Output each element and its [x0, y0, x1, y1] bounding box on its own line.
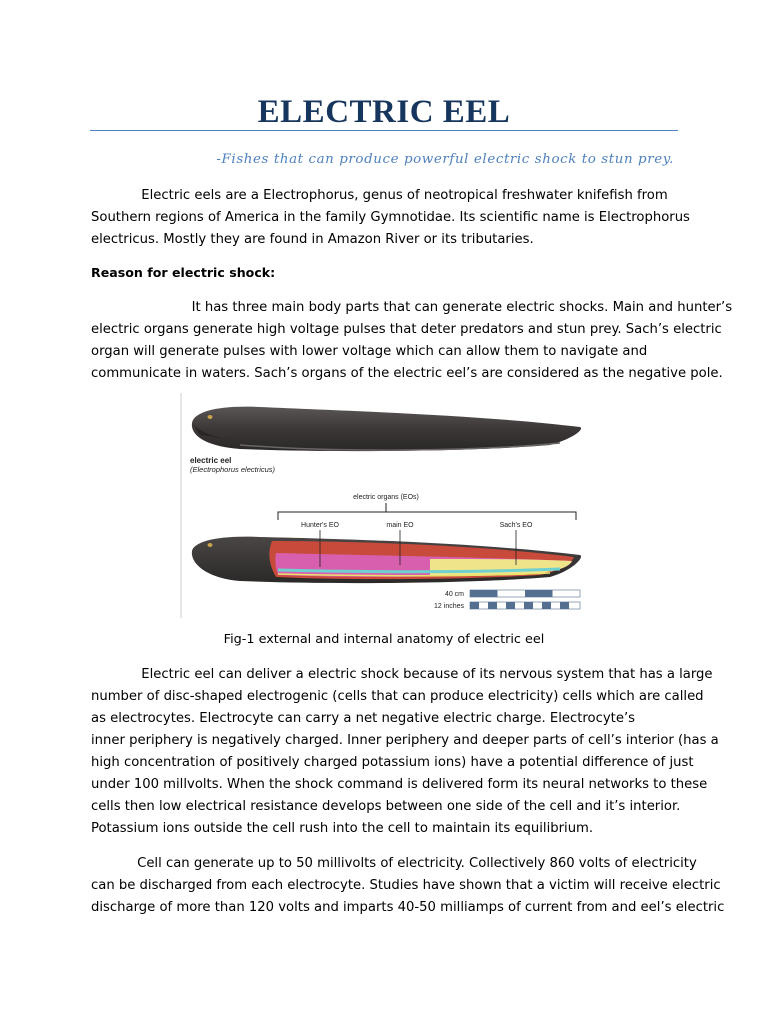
scale-bar-in: [470, 602, 580, 609]
body1-line: number of disc-shaped electrogenic (cells that can produce electricity) cells which are called: [91, 689, 704, 704]
eel-internal: [192, 537, 581, 583]
eel-eye: [208, 415, 213, 419]
scale-in-label: 12 inches: [434, 603, 464, 610]
reason-line: organ will generate pulses with lower voltage which can allow them to navigate and: [91, 344, 648, 359]
label-species: electric eel: [190, 456, 232, 465]
label-sachs-eo: Sach's EO: [499, 522, 533, 529]
body1-line: high concentration of positively charged potassium ions) have a potential difference of just: [91, 755, 694, 770]
body2-line: Cell can generate up to 50 millivolts of electricity. Collectively 860 volts of electricity: [91, 856, 697, 871]
body1-line: Potassium ions outside the cell rush into the cell to maintain its equilibrium.: [91, 821, 594, 836]
eel-anatomy-figure: [180, 393, 590, 618]
body2-line: can be discharged from each electrocyte. Studies have shown that a victim will receive electric: [91, 878, 721, 893]
reason-line: communicate in waters. Sach’s organs of the electric eel’s are considered as the negative pole.: [91, 366, 723, 381]
voltage-paragraph: [91, 853, 725, 919]
body1-line: as electrocytes. Electrocyte can carry a net negative electric charge. Electrocyte’s: [91, 711, 636, 726]
body1-line: Electric eel can deliver a electric shock because of its nervous system that has a large: [91, 667, 713, 682]
page-subtitle: -Fishes that can produce powerful electric shock to stun prey.: [216, 152, 674, 167]
electrocyte-paragraph: [91, 664, 719, 840]
reason-line: electric organs generate high voltage pulses that deter predators and stun prey. Sach’s electric: [91, 322, 722, 337]
label-main-eo: main EO: [386, 522, 414, 529]
section-heading: Reason for electric shock:: [91, 265, 276, 280]
label-electric-organs: electric organs (EOs): [353, 494, 419, 501]
label-latin: (Electrophorus electricus): [190, 465, 276, 474]
eel-anatomy-illustration: [180, 393, 590, 618]
intro-line: electricus. Mostly they are found in Amazon River or its tributaries.: [91, 232, 534, 247]
page-title: ELECTRIC EEL: [257, 94, 511, 130]
intro-line: Electric eels are a Electrophorus, genus of neotropical freshwater knifefish from: [91, 188, 668, 203]
scale-bar-cm: [470, 590, 580, 597]
intro-line: Southern regions of America in the family Gymnotidae. Its scientific name is Electrophorus: [91, 210, 690, 225]
body1-line: cells then low electrical resistance develops between one side of the cell and it’s interior.: [91, 799, 681, 814]
scale-cm-label: 40 cm: [444, 591, 464, 598]
figure-edge: [180, 393, 182, 618]
reason-paragraph: [91, 297, 733, 385]
eel-external: [192, 407, 581, 451]
body1-line: inner periphery is negatively charged. Inner periphery and deeper parts of cell’s interior (has a: [91, 733, 719, 748]
title-underline: [90, 130, 678, 131]
reason-line: It has three main body parts that can generate electric shocks. Main and hunter’s: [91, 300, 733, 315]
body2-line: discharge of more than 120 volts and imparts 40-50 milliamps of current from and eel’s electric: [91, 900, 725, 915]
label-hunters-eo: Hunter's EO: [301, 522, 339, 529]
body1-line: under 100 millvolts. When the shock command is delivered form its neural networks to these: [91, 777, 708, 792]
organs-bracket: [278, 512, 576, 520]
intro-paragraph: [91, 185, 690, 251]
figure-caption: Fig-1 external and internal anatomy of electric eel: [223, 632, 545, 647]
